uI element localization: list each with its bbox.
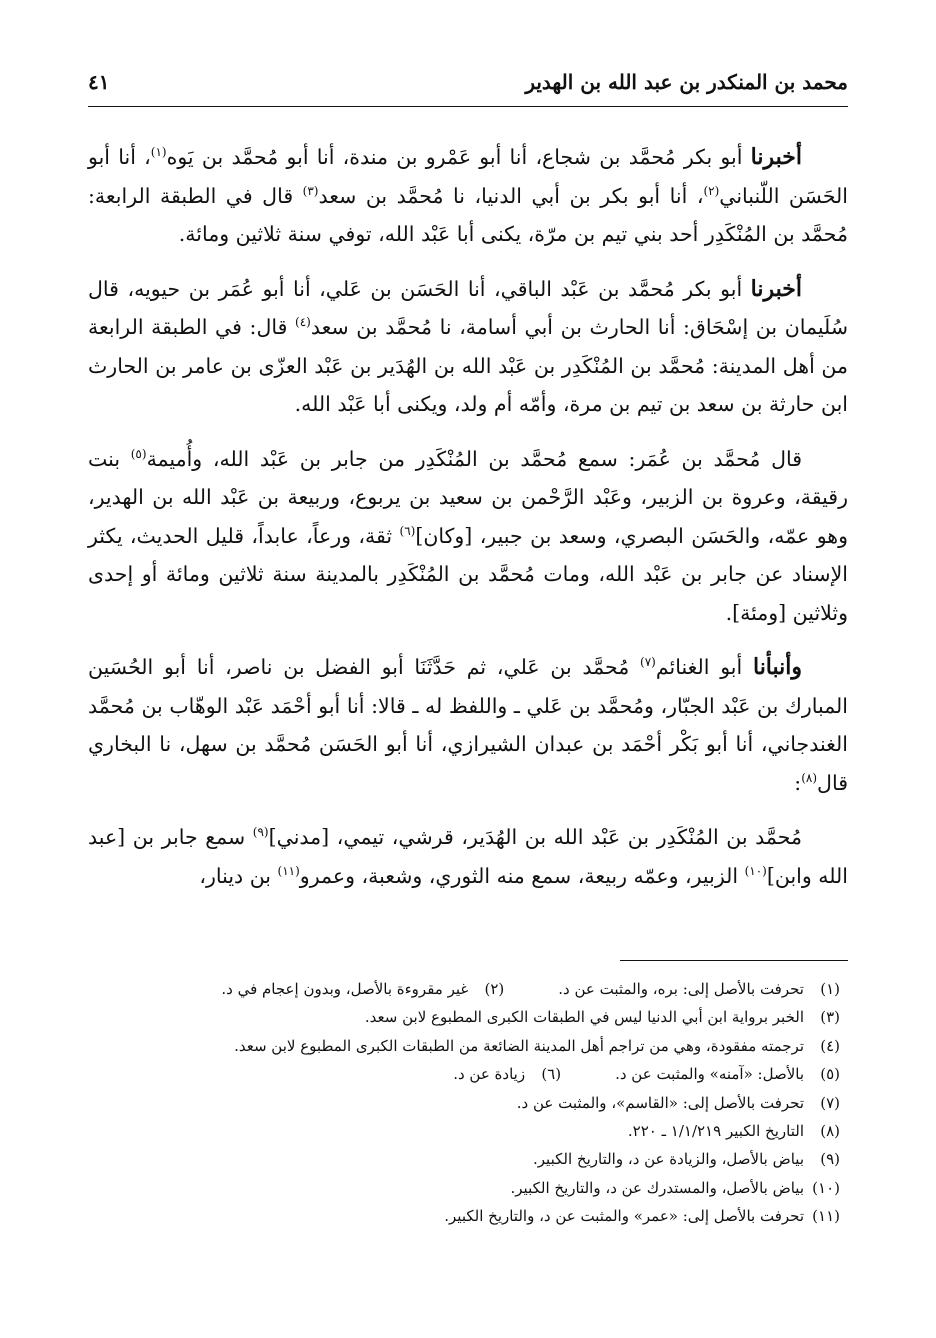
footnote-line [140, 1089, 840, 1117]
paragraph-lead-word: وأنبأنا [752, 654, 803, 680]
text-run: ، أنا أبو بكر بن أبي الدنيا، نا مُحمَّد بن سعد [318, 183, 704, 208]
footnote [444, 1202, 840, 1230]
paragraph [88, 270, 848, 424]
footnote-reference: (٦) [399, 523, 416, 538]
footnote-separator [620, 960, 848, 961]
footnote-line [140, 975, 840, 1003]
paragraph [88, 818, 848, 895]
paragraph [88, 138, 848, 254]
footnote-number: (١) [820, 980, 840, 998]
footnote-number: (٧) [820, 1093, 840, 1112]
footnote [628, 1117, 840, 1145]
footnote-reference: (٤) [295, 315, 311, 330]
text-run: أبو بكر مُحمَّد بن شجاع، أنا أبو عَمْرو بن مندة، أنا أبو مُحمَّد بن يَوه [166, 145, 751, 169]
running-title: محمد بن المنكدر بن عبد الله بن الهدير [525, 70, 848, 94]
footnote-number: (٦) [541, 1065, 562, 1084]
text-run: أبو الغنائم [655, 655, 753, 679]
footnote [517, 1089, 840, 1117]
footnote-line [140, 1060, 840, 1088]
footnote [234, 1032, 840, 1060]
footnote [533, 1145, 840, 1173]
footnote-text: تحرفت بالأصل إلى: بره، والمثبت عن د. [558, 980, 804, 998]
text-run: : [794, 770, 802, 795]
footnote-reference: (٥) [130, 446, 147, 461]
text-run: بنت رقيقة، وعروة بن الزبير، وعَبْد الرَّحْمن بن سعيد بن يربوع، وربيعة بن عَبْد الله بن الهدير، وهو عمّه، والحَسَن البصري، وسعد بن جبير، [وكان] [88, 446, 848, 548]
text-run: مُحمَّد بن المُنْكَدِر بن عَبْد الله بن الهُدَير، قرشي، تيمي، [مدني] [268, 825, 802, 849]
text-run: سمع جابر بن [عبد الله وابن] [88, 825, 848, 888]
footnote-text: بالأصل: «آمنه» والمثبت عن د. [615, 1065, 804, 1084]
footnote [453, 1060, 561, 1088]
footnote-line [140, 1117, 840, 1145]
footnote [365, 1003, 840, 1031]
footnote-reference: (٣) [302, 183, 319, 198]
footnote-text: بياض بالأصل، والزيادة عن د، والتاريخ الكبير. [533, 1150, 804, 1169]
footnote-number: (٩) [820, 1150, 840, 1169]
footnote [558, 975, 840, 1003]
footnote-text: ترجمته مفقودة، وهي من تراجم أهل المدينة الضائعة من الطبقات الكبرى المطبوع لابن سعد. [234, 1036, 804, 1055]
footnote-reference: (٩) [252, 825, 269, 840]
text-run: قال: في الطبقة الرابعة من أهل المدينة: مُحمَّد بن المُنْكَدِر بن عَبْد الله بن الهُدَير بن عَبْد العزّى بن عامر بن الحارث ابن حارثة بن سعد بن تيم بن مرة، وأمّه أم ولد، ويكنى أبا عَبْد الله. [88, 315, 848, 416]
footnote-text: تحرفت بالأصل إلى: «القاسم»، والمثبت عن د. [516, 1093, 804, 1112]
footnote-number: (٨) [820, 1121, 840, 1140]
footnote-reference: (١٠) [744, 863, 767, 878]
page-number: ٤١ [88, 70, 110, 94]
text-run: مُحمَّد بن عَلي، ثم حَدَّثَنَا أبو الفضل بن ناصر، أنا أبو الحُسَين المبارك بن عَبْد الجبّار، ومُحمَّد بن عَلي ـ واللفظ له ـ قالا: أنا أبو أحْمَد عَبْد الوهّاب بن مُحمَّد الغندجاني، أنا أبو بَكْر أحْمَد بن عبدان الشيرازي، أنا أبو الحَسَن مُحمَّد بن سهل، نا البخاري قال [88, 655, 848, 795]
footnote-reference: (٧) [640, 655, 656, 670]
footnote-line [140, 1032, 840, 1060]
main-text [88, 138, 848, 911]
paragraph [88, 440, 848, 633]
footnote-number: (٥) [820, 1065, 840, 1084]
footnote-reference: (٨) [801, 770, 818, 785]
text-run: بن دينار، [199, 863, 278, 888]
footnote-reference: (١) [150, 145, 167, 160]
footnote-reference: (١١) [277, 863, 300, 878]
footnote-reference: (٢) [703, 183, 720, 198]
footnote-text: غير مقروءة بالأصل، وبدون إعجام في د. [221, 980, 469, 998]
footnote-line [140, 1003, 840, 1031]
text-run: قال في الطبقة الرابعة: مُحمَّد بن المُنْكَدِر أحد بني تيم بن مرّة، يكنى أبا عَبْد الله، توفي سنة ثلاثين ومائة. [88, 183, 848, 246]
footnote-line [140, 1145, 840, 1173]
footnote-text: بياض بالأصل، والمستدرك عن د، والتاريخ الكبير. [510, 1178, 804, 1197]
paragraph-lead-word: أخبرنا [750, 144, 802, 170]
footnote-number: (١٠) [812, 1178, 840, 1197]
text-run: أبو بكر مُحمَّد بن عَبْد الباقي، أنا الحَسَن بن عَلي، أنا أبو عُمَر بن حيويه، قال سُلَيمان بن إسْحَاق: أنا الحارث بن أبي أسامة، نا مُحمَّد بن سعد [88, 276, 848, 339]
text-run: ثقة، ورعاً، عابداً، قليل الحديث، يكثر الإسناد عن جابر بن عَبْد الله، ومات مُحمَّد بن المُنْكَدِر بالمدينة سنة ثلاثين ومائة أو إحدى وثلاثين [ومئة]. [88, 523, 848, 625]
text-run: قال مُحمَّد بن عُمَر: سمع مُحمَّد بن المُنْكَدِر من جابر بن عَبْد الله، وأُميمة [146, 446, 803, 471]
footnote-text: التاريخ الكبير ١/١/٢١٩ ـ ٢٢٠. [627, 1121, 804, 1140]
footnote-line [140, 1202, 840, 1230]
footnote [221, 975, 504, 1003]
text-run: الزبير، وعمّه ربيعة، سمع منه الثوري، وشعبة، وعمرو [299, 863, 745, 888]
footnote-text: الخبر برواية ابن أبي الدنيا ليس في الطبقات الكبرى المطبوع لابن سعد. [364, 1008, 804, 1027]
footnote-line [140, 1174, 840, 1202]
footnote-text: تحرفت بالأصل إلى: «عمر» والمثبت عن د، والتاريخ الكبير. [444, 1207, 804, 1226]
paragraph [88, 648, 848, 802]
footnotes [140, 975, 840, 1231]
footnote-text: زيادة عن د. [453, 1065, 526, 1084]
footnote [511, 1174, 840, 1202]
footnote-number: (١١) [812, 1207, 840, 1226]
paragraph-lead-word: أخبرنا [750, 275, 802, 302]
footnote-number: (٣) [820, 1008, 840, 1027]
running-header [88, 66, 848, 107]
footnote [615, 1060, 840, 1088]
footnote-number: (٢) [484, 980, 505, 998]
text-run: ، أنا أبو الحَسَن اللّنباني [88, 145, 848, 208]
footnote-number: (٤) [820, 1036, 840, 1055]
